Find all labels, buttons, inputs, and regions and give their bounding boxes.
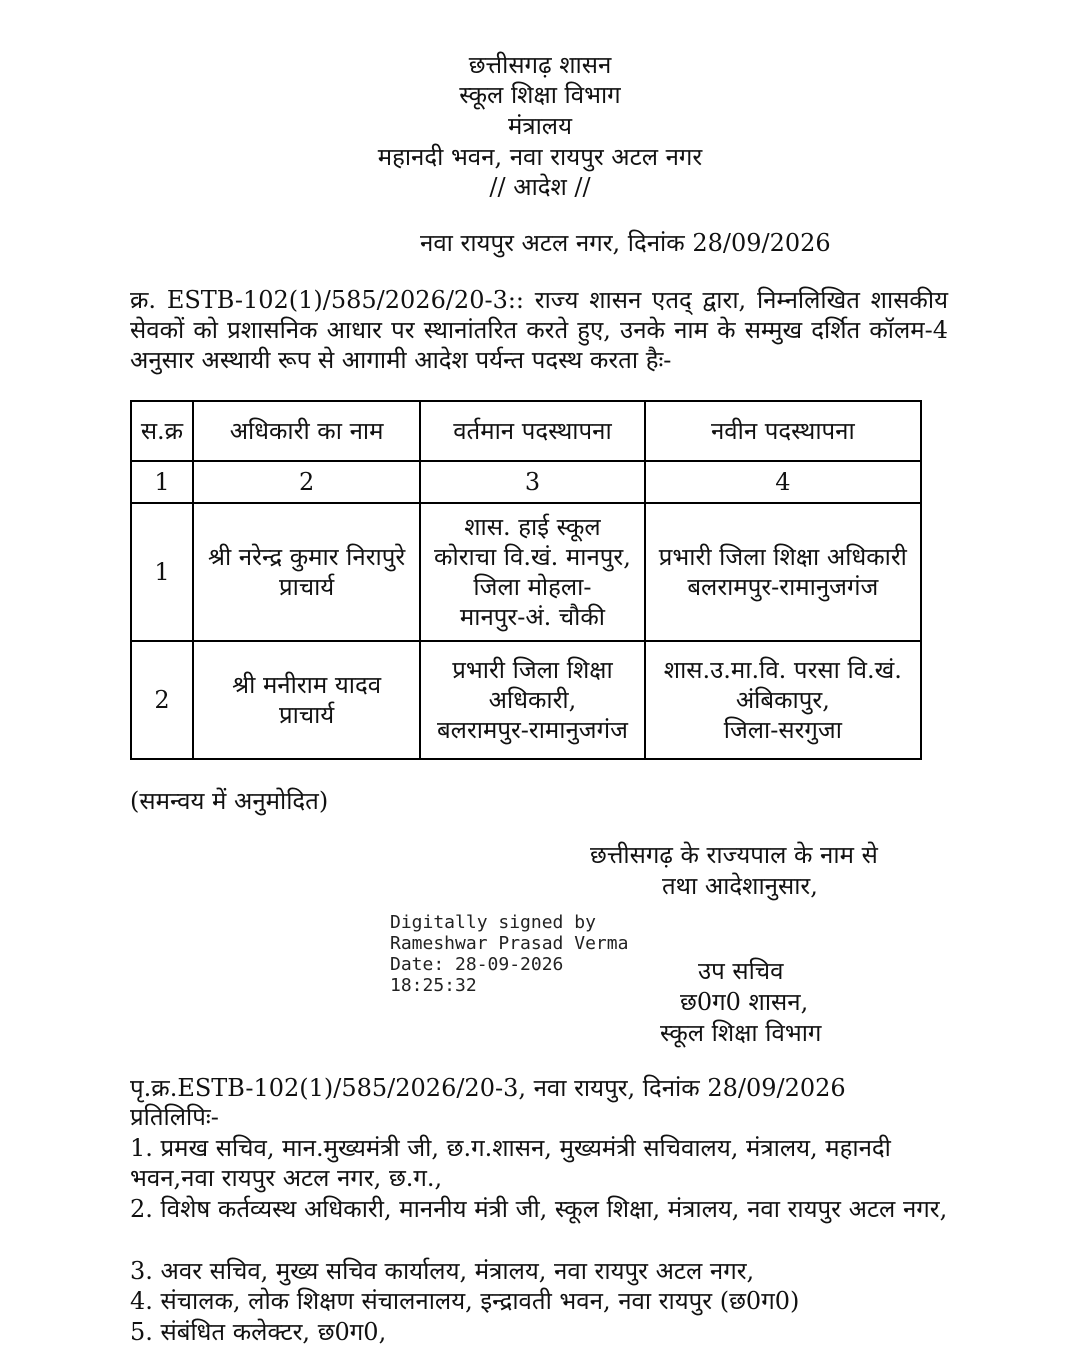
new-posting-line: प्रभारी जिला शिक्षा अधिकारी [658, 543, 907, 571]
current-posting-line: जिला मोहला- [473, 573, 592, 601]
copy-list-item: 1. प्रमख सचिव, मान.मुख्यमंत्री जी, छ.ग.शासन, मुख्यमंत्री सचिवालय, मंत्रालय, महानदी भवन,नवा रायपुर अटल नगर, छ.ग., [130, 1134, 891, 1192]
column-header: नवीन पदस्थापना [645, 401, 921, 461]
new-posting-line: बलरामपुर-रामानुजगंज [687, 573, 879, 601]
new-posting-line: जिला-सरगुजा [723, 716, 842, 744]
current-posting-cell [420, 641, 644, 759]
new-posting-cell [645, 503, 921, 641]
copy-list-item: 5. संबंधित कलेक्टर, छ0ग0, [130, 1318, 387, 1346]
current-posting-line: अधिकारी, [488, 686, 577, 714]
order-paragraph: क्र. ESTB-102(1)/585/2026/20-3:: राज्य शासन एतद् द्वारा, निम्नलिखित शासकीय सेवकों को प्रशासनिक आधार पर स्थानांतरित करते हुए, उनके नाम के सम्मुख दर्शित कॉलम-4 अनुसार अस्थायी रूप से आगामी आदेश पर्यन्त पदस्थ करता हैः- [130, 286, 948, 374]
endorsement-reference: पृ.क्र.ESTB-102(1)/585/2026/20-3, नवा रायपुर, दिनांक 28/09/2026 [130, 1074, 846, 1102]
column-number: 2 [193, 461, 420, 503]
signatory-title: उप सचिव [698, 957, 784, 985]
transfer-table [130, 400, 922, 760]
copy-list-item: 4. संचालक, लोक शिक्षण संचालनालय, इन्द्रावती भवन, नवा रायपुर (छ0ग0) [130, 1287, 800, 1315]
copy-list-item: 2. विशेष कर्तव्यस्थ अधिकारी, माननीय मंत्री जी, स्कूल शिक्षा, मंत्रालय, नवा रायपुर अटल नगर, [130, 1195, 948, 1223]
column-header: स.क्र [131, 401, 193, 461]
current-posting-line: कोराचा वि.खं. मानपुर, [434, 543, 631, 571]
serial-number: 1 [131, 503, 193, 641]
governor-line: छत्तीसगढ़ के राज्यपाल के नाम से [590, 841, 878, 869]
current-posting-line: शास. हाई स्कूल [464, 513, 601, 541]
column-header: वर्तमान पदस्थापना [420, 401, 644, 461]
header-ministry: मंत्रालय [507, 112, 572, 140]
officer-cell [193, 641, 420, 759]
place-date: नवा रायपुर अटल नगर, दिनांक 28/09/2026 [420, 229, 831, 257]
table-row [131, 503, 921, 641]
signatory-govt: छ0ग0 शासन, [680, 988, 809, 1016]
copy-label: प्रतिलिपिः- [130, 1103, 219, 1131]
column-number: 3 [420, 461, 644, 503]
table-header-row [131, 401, 921, 461]
officer-designation: प्राचार्य [278, 573, 335, 601]
new-posting-cell [645, 641, 921, 759]
signer-name: Rameshwar Prasad Verma [390, 933, 629, 954]
approval-note: (समन्वय में अनुमोदित) [130, 787, 329, 815]
current-posting-cell [420, 503, 644, 641]
digital-signature-block [390, 912, 628, 996]
signature-time: 18:25:32 [390, 975, 477, 996]
current-posting-line: प्रभारी जिला शिक्षा [452, 656, 613, 684]
signatory-department: स्कूल शिक्षा विभाग [660, 1019, 822, 1047]
header-state: छत्तीसगढ़ शासन [468, 51, 612, 79]
copy-list-item: 3. अवर सचिव, मुख्य सचिव कार्यालय, मंत्रालय, नवा रायपुर अटल नगर, [130, 1257, 755, 1285]
signature-date: Date: 28-09-2026 [390, 954, 564, 975]
signature-line: Digitally signed by [390, 912, 596, 933]
column-number-row [131, 461, 921, 503]
current-posting-line: बलरामपुर-रामानुजगंज [436, 716, 628, 744]
table-row [131, 641, 921, 759]
new-posting-line: अंबिकापुर, [735, 686, 830, 714]
new-posting-line: शास.उ.मा.वि. परसा वि.खं. [663, 656, 902, 684]
header-address: महानदी भवन, नवा रायपुर अटल नगर [377, 143, 703, 171]
column-header: अधिकारी का नाम [193, 401, 420, 461]
serial-number: 2 [131, 641, 193, 759]
current-posting-line: मानपुर-अं. चौकी [459, 603, 606, 631]
column-number: 4 [645, 461, 921, 503]
officer-name: श्री नरेन्द्र कुमार निरापुरे [207, 543, 406, 571]
header-department: स्कूल शिक्षा विभाग [459, 81, 621, 109]
officer-designation: प्राचार्य [278, 701, 335, 729]
officer-cell [193, 503, 420, 641]
governor-line: तथा आदेशानुसार, [662, 872, 818, 900]
column-number: 1 [131, 461, 193, 503]
officer-name: श्री मनीराम यादव [232, 671, 382, 699]
header-order-title: // आदेश // [489, 173, 591, 201]
